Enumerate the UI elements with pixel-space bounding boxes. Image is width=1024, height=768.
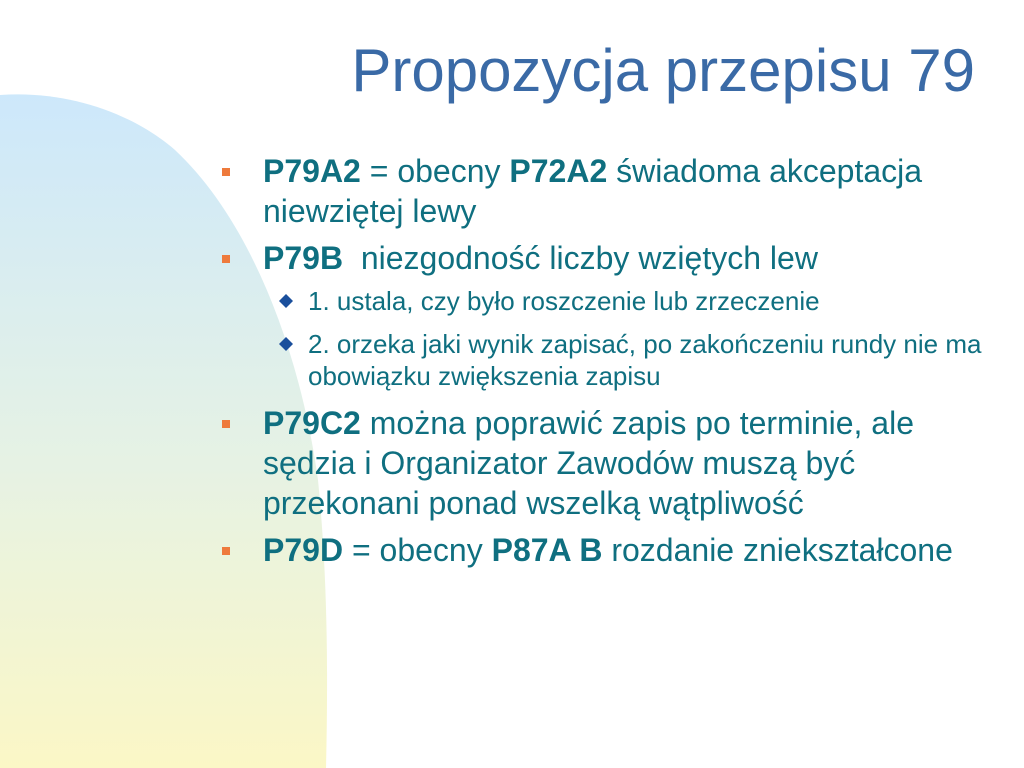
diamond-bullet-icon	[279, 294, 293, 308]
item-text: = obecny	[343, 532, 492, 568]
item-text: niezgodność liczby wziętych lew	[343, 240, 818, 276]
item-text: świadoma akceptacja niewziętej lewy	[263, 153, 923, 229]
square-bullet-icon	[222, 168, 230, 176]
rule-code: P87A B	[491, 532, 603, 568]
sub-item-1	[222, 285, 1002, 317]
sub-item-text: 1. ustala, czy było roszczenie lub zrzeczenie	[308, 286, 820, 316]
square-bullet-icon	[222, 420, 230, 428]
sub-item-text: 2. orzeka jaki wynik zapisać, po zakończeniu rundy nie ma obowiązku zwiększenia zapisu	[308, 329, 982, 391]
list-item-p79b	[222, 238, 1002, 278]
square-bullet-icon	[222, 547, 230, 555]
item-text: można poprawić zapis po terminie, ale sędzia i Organizator Zawodów muszą być przekonani ponad wszelką wątpliwość	[263, 405, 914, 521]
rule-code: P79C2	[263, 405, 361, 441]
sub-item-2	[222, 328, 1002, 392]
rule-code: P79B	[263, 240, 344, 276]
item-text: rozdanie zniekształcone	[602, 532, 953, 568]
square-bullet-icon	[222, 255, 230, 263]
diamond-bullet-icon	[279, 337, 293, 351]
list-item-p79a2	[222, 151, 1002, 231]
rule-code: P72A2	[509, 153, 608, 189]
slide-title: Propozycja przepisu 79	[351, 37, 975, 104]
slide-content	[222, 151, 1002, 577]
item-text: = obecny	[360, 153, 510, 189]
list-item-p79c2	[222, 403, 1002, 523]
rule-code: P79A2	[263, 153, 361, 189]
list-item-p79d	[222, 530, 1002, 570]
rule-code: P79D	[263, 532, 344, 568]
